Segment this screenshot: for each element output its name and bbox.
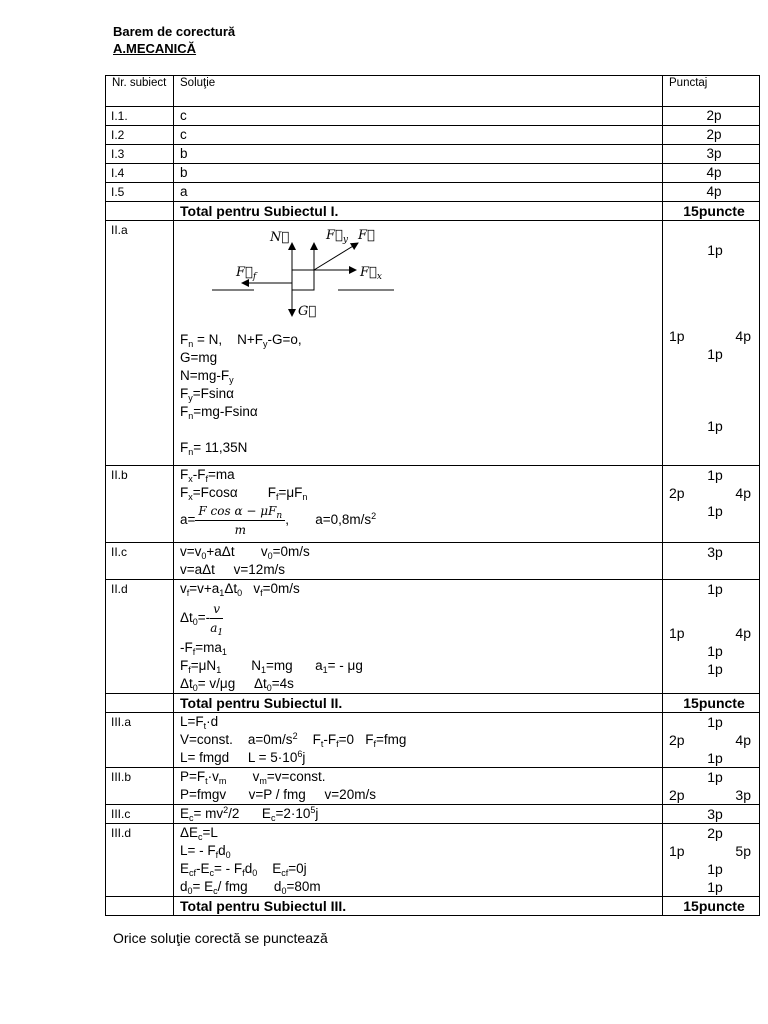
row-label: I.4	[106, 164, 174, 183]
row-points: 1p 1p 4p 1p 1p	[663, 221, 760, 466]
table-row	[106, 713, 760, 768]
table-header-row	[106, 76, 760, 107]
row-points: 4p	[663, 183, 760, 202]
svg-text:F⃗x: $F⃗_x$	[360, 265, 382, 282]
table-row	[106, 164, 760, 183]
svg-text:F⃗y: $F⃗_y$	[326, 228, 348, 245]
table-row	[106, 183, 760, 202]
table-row	[106, 126, 760, 145]
total-row-III	[106, 897, 760, 916]
row-solution: $v_f=v+a_1\Delta t_0$ $v_f=0m/s$ $\Delta t_0=-$ $\frac{v}{a_1}$ $-F_f=ma_1$ $F_f=\mu N_1$ $N_1=mg$ $a_1= - \mu g$ $\Delta t_0= v/\mu g$ $\Delta t_0=4s$	[174, 580, 663, 694]
total-row-I	[106, 202, 760, 221]
total-label: Total pentru Subiectul II.	[174, 694, 663, 713]
total-row-II	[106, 694, 760, 713]
col-header-points: Punctaj	[663, 76, 760, 107]
row-points: 2p 1p 5p 1p 1p	[663, 824, 760, 897]
row-points: 1p 2p 4p 1p	[663, 713, 760, 768]
row-solution: b	[174, 145, 663, 164]
row-label: II.b	[106, 466, 174, 543]
table-row	[106, 466, 760, 543]
row-solution: a	[174, 183, 663, 202]
row-solution: $F_x-F_f=ma$ $F_x=Fcos\alpha$ $F_f=\mu F_n$ a= $\frac{F \cos \alpha - \mu F_n}{m}$ , $a=0,8m/s^2$	[174, 466, 663, 543]
row-solution: b	[174, 164, 663, 183]
table-row	[106, 145, 760, 164]
row-points: 1p 1p 4p 1p 1p	[663, 580, 760, 694]
total-points: 15puncte	[663, 202, 760, 221]
row-label: III.a	[106, 713, 174, 768]
row-points: 1p 2p 3p	[663, 768, 760, 805]
col-header-nr: Nr. subiect	[106, 76, 174, 107]
total-points: 15puncte	[663, 897, 760, 916]
row-points: 3p	[663, 543, 760, 580]
row-label: I.3	[106, 145, 174, 164]
document-subtitle: A.MECANICĂ	[113, 41, 197, 56]
table-row	[106, 543, 760, 580]
row-label: III.c	[106, 805, 174, 824]
row-points: 2p	[663, 107, 760, 126]
table-row	[106, 221, 760, 466]
row-label: II.a	[106, 221, 174, 466]
table-row	[106, 107, 760, 126]
table-row	[106, 805, 760, 824]
row-label: III.b	[106, 768, 174, 805]
row-points: 2p	[663, 126, 760, 145]
row-points: 4p	[663, 164, 760, 183]
row-label: I.1.	[106, 107, 174, 126]
force-diagram	[208, 221, 468, 321]
svg-text:N⃗: N⃗	[270, 230, 290, 245]
row-solution: N⃗ $F⃗_y$ F⃗ $F⃗_f$ $F⃗_x$ G⃗ $F_n = N$, $N+F_y-G=o$, G=mg $N=mg-F_y$ $F_y=Fsin\alpha$ $F_n=mg$-Fsinα $F_n= 11,35N$	[174, 221, 663, 466]
row-label: I.5	[106, 183, 174, 202]
row-solution: $E_c= mv^2/2$ $E_c=2\cdot 10^5j$	[174, 805, 663, 824]
row-solution: c	[174, 107, 663, 126]
row-solution: c	[174, 126, 663, 145]
row-label: III.d	[106, 824, 174, 897]
table-row	[106, 824, 760, 897]
row-solution: $\Delta E_c=L$ $L= - F_fd_0$ $E_{cf}-E_c= - F_fd_0$ $E_{cf}=0j$ $d_0= E_c/$ fmg $d_0=80m$	[174, 824, 663, 897]
table-row	[106, 768, 760, 805]
total-points: 15puncte	[663, 694, 760, 713]
document-title: Barem de corectură	[113, 24, 236, 39]
table-row	[106, 580, 760, 694]
row-solution: $P=F_t\cdot v_m$ $v_m=v=const$. P=fmgv v=P / fmg v=20m/s	[174, 768, 663, 805]
svg-text:F⃗f: $F⃗_f$	[236, 265, 257, 282]
grading-table	[105, 75, 760, 916]
svg-text:G⃗: G⃗	[298, 304, 317, 319]
total-label: Total pentru Subiectul I.	[174, 202, 663, 221]
footer-note: Orice soluţie corectă se punctează	[113, 930, 328, 946]
row-solution: $L=F_t\cdot d$ V=const. $a=0m/s^2$ $F_t-F_f=0$ $F_f=fmg$ L= fmgd $L = 5\cdot 10^6j$	[174, 713, 663, 768]
row-label: II.c	[106, 543, 174, 580]
row-points: 3p	[663, 145, 760, 164]
row-points: 3p	[663, 805, 760, 824]
svg-text:F⃗: F⃗	[358, 228, 375, 243]
row-points: 1p 2p 4p 1p	[663, 466, 760, 543]
total-label: Total pentru Subiectul III.	[174, 897, 663, 916]
row-label: II.d	[106, 580, 174, 694]
col-header-solution: Soluţie	[174, 76, 663, 107]
row-label: I.2	[106, 126, 174, 145]
row-solution: $v=v_0+a\Delta t$ $v_0=0m/s$ v=aΔt v=12m/s	[174, 543, 663, 580]
